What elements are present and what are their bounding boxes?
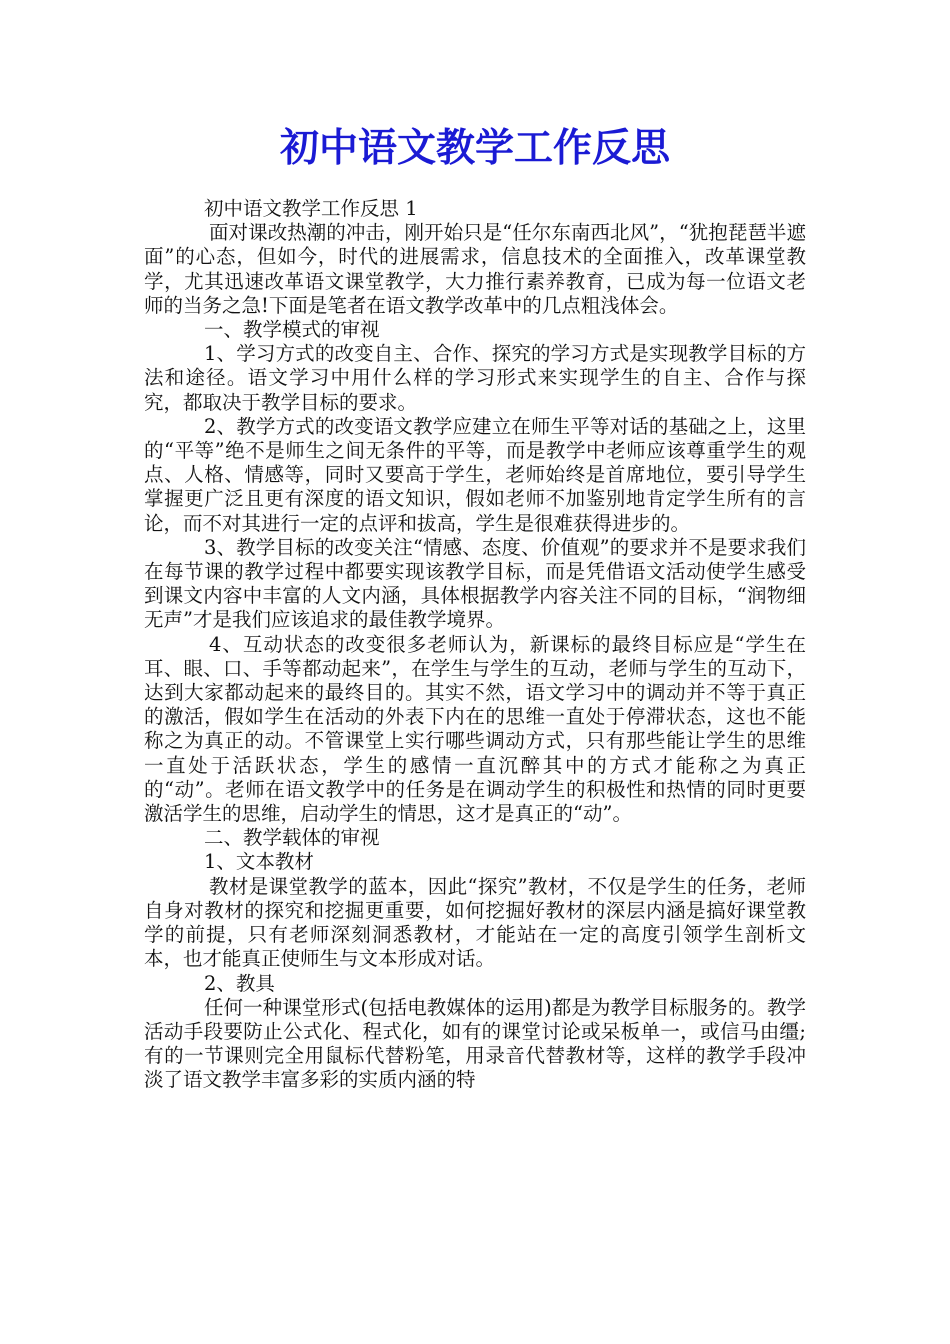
- intro-paragraph: 面对课改热潮的冲击，刚开始只是“任尔东南西北风”，“犹抱琵琶半遮面”的心态，但如今，时代的进展需求，信息技术的全面推入，改革课堂教学，尤其迅速改革语文课堂教学，大力推行素养教育，已成为每一位语文老师的当务之急!下面是笔者在语文教学改革中的几点粗浅体会。: [144, 221, 806, 317]
- section-heading-1: 一、教学模式的审视: [204, 318, 380, 342]
- document-title: 初中语文教学工作反思: [279, 125, 670, 171]
- subsection-heading-teaching-aids: 2、教具: [204, 971, 275, 995]
- paragraph-item-2: 2、教学方式的改变语文教学应建立在师生平等对话的基础之上，这里的“平等”绝不是师生之间无条件的平等，而是教学中老师应该尊重学生的观点、人格、情感等，同时又要高于学生，老师始终是首席地位，要引导学生掌握更广泛且更有深度的语文知识，假如老师不加鉴别地肯定学生所有的言论，而不对其进行一定的点评和拔高，学生是很难获得进步的。: [144, 414, 806, 535]
- section-subtitle: 初中语文教学工作反思 1: [204, 197, 418, 220]
- paragraph-item-3: 3、教学目标的改变关注“情感、态度、价值观”的要求并不是要求我们在每节课的教学过程中都要实现该教学目标，而是凭借语文活动使学生感受到课文内容中丰富的人文内涵，具体根据教学内容关注不同的目标，“润物细无声”才是我们应该追求的最佳教学境界。: [144, 535, 806, 632]
- document-body: [144, 197, 806, 1093]
- paragraph-item-4: 4、互动状态的改变很多老师认为，新课标的最终目标应是“学生在耳、眼、口、手等都动起来”，在学生与学生的互动，老师与学生的互动下，达到大家都动起来的最终目的。其实不然，语文学习中的调动并不等于真正的激活，假如学生在活动的外表下内在的思维一直处于停滞状态，这也不能称之为真正的动。不管课堂上实行哪些调动方式，只有那些能让学生的思维一直处于活跃状态，学生的感情一直沉醉其中的方式才能称之为真正的“动”。老师在语文教学中的任务是在调动学生的积极性和热情的同时更要激活学生的思维，启动学生的情思，这才是真正的“动”。: [144, 632, 806, 826]
- textbook-paragraph: 教材是课堂教学的蓝本，因此“探究”教材，不仅是学生的任务，老师自身对教材的探究和挖掘更重要，如何挖掘好教材的深层内涵是搞好课堂教学的前提，只有老师深刻洞悉教材，才能站在一定的高度引领学生剖析文本，也才能真正使师生与文本形成对话。: [144, 874, 806, 971]
- teaching-aids-paragraph: 任何一种课堂形式(包括电教媒体的运用)都是为教学目标服务的。教学活动手段要防止公式化、程式化，如有的课堂讨论或呆板单一，或信马由缰;有的一节课则完全用鼠标代替粉笔，用录音代替教材等，这样的教学手段冲淡了语文教学丰富多彩的实质内涵的特: [144, 995, 806, 1092]
- paragraph-item-1: 1、学习方式的改变自主、合作、探究的学习方式是实现教学目标的方法和途径。语文学习中用什么样的学习形式来实现学生的自主、合作与探究，都取决于教学目标的要求。: [144, 342, 806, 414]
- subsection-heading-textbook: 1、文本教材: [204, 850, 314, 874]
- section-heading-2: 二、教学载体的审视: [204, 826, 380, 850]
